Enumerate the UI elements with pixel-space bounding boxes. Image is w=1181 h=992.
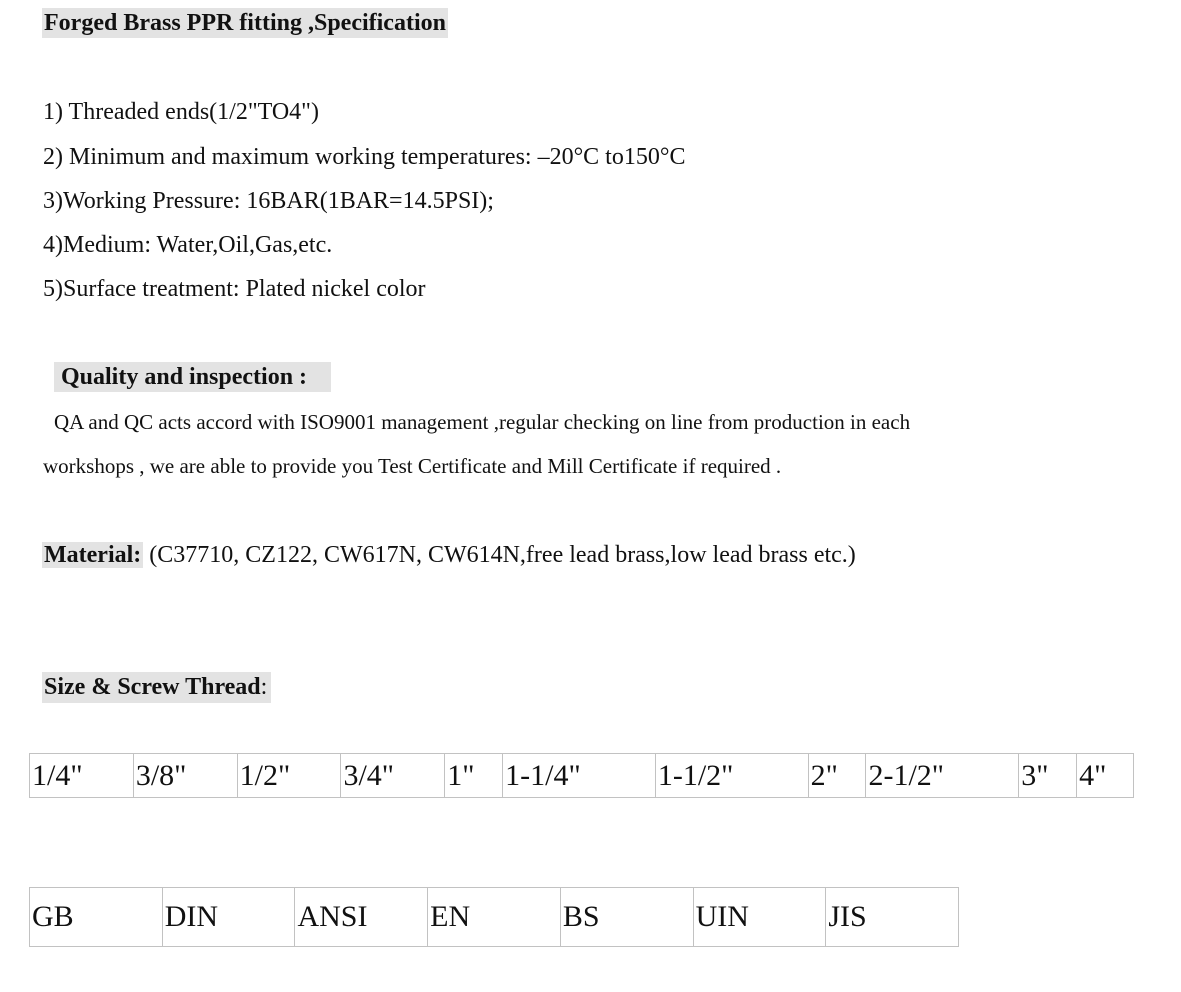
size-cell: 1/2" — [238, 754, 342, 797]
material-label: Material: — [44, 542, 142, 568]
standard-cell: DIN — [163, 888, 296, 946]
spec-medium: 4)Medium: Water,Oil,Gas,etc. — [43, 232, 333, 258]
standard-cell: BS — [561, 888, 694, 946]
size-cell: 2" — [809, 754, 867, 797]
size-cell: 4" — [1079, 759, 1107, 792]
standard-cell: GB — [30, 888, 163, 946]
size-cell: 3/8" — [134, 754, 238, 797]
size-thread-heading-colon: : — [260, 674, 268, 700]
size-thread-heading-label: Size & Screw Thread — [44, 674, 261, 700]
size-table — [29, 753, 1134, 798]
standard-cell: JIS — [828, 900, 867, 933]
size-cell: 3/4" — [341, 754, 445, 797]
size-cell: 1-1/2" — [656, 754, 809, 797]
size-cell: 3" — [1019, 754, 1077, 797]
quality-text-line-2: workshops , we are able to provide you Test Certificate and Mill Certificate if required . — [43, 454, 782, 478]
standard-cell: EN — [428, 888, 561, 946]
spec-working-pressure: 3)Working Pressure: 16BAR(1BAR=14.5PSI); — [43, 188, 494, 214]
size-thread-heading — [42, 672, 271, 703]
spec-working-temperatures: 2) Minimum and maximum working temperatures: –20°C to150°C — [43, 144, 686, 170]
material-row — [42, 539, 856, 571]
size-cell: 1-1/4" — [503, 754, 656, 797]
size-cell: 1/4" — [30, 754, 134, 797]
standard-cell: ANSI — [295, 888, 428, 946]
size-cell: 1" — [445, 754, 503, 797]
thread-standard-table — [29, 887, 959, 947]
standard-cell: UIN — [694, 888, 827, 946]
spec-threaded-ends: 1) Threaded ends(1/2"TO4") — [43, 99, 319, 125]
document-title: Forged Brass PPR fitting ,Specification — [44, 10, 446, 36]
quality-heading: Quality and inspection : — [54, 362, 331, 392]
material-value: (C37710, CZ122, CW617N, CW614N,free lead brass,low lead brass etc.) — [143, 542, 856, 568]
size-cell: 2-1/2" — [866, 754, 1019, 797]
spec-surface-treatment: 5)Surface treatment: Plated nickel color — [43, 276, 426, 302]
quality-text-line-1: QA and QC acts accord with ISO9001 management ,regular checking on line from production in each — [54, 410, 911, 434]
